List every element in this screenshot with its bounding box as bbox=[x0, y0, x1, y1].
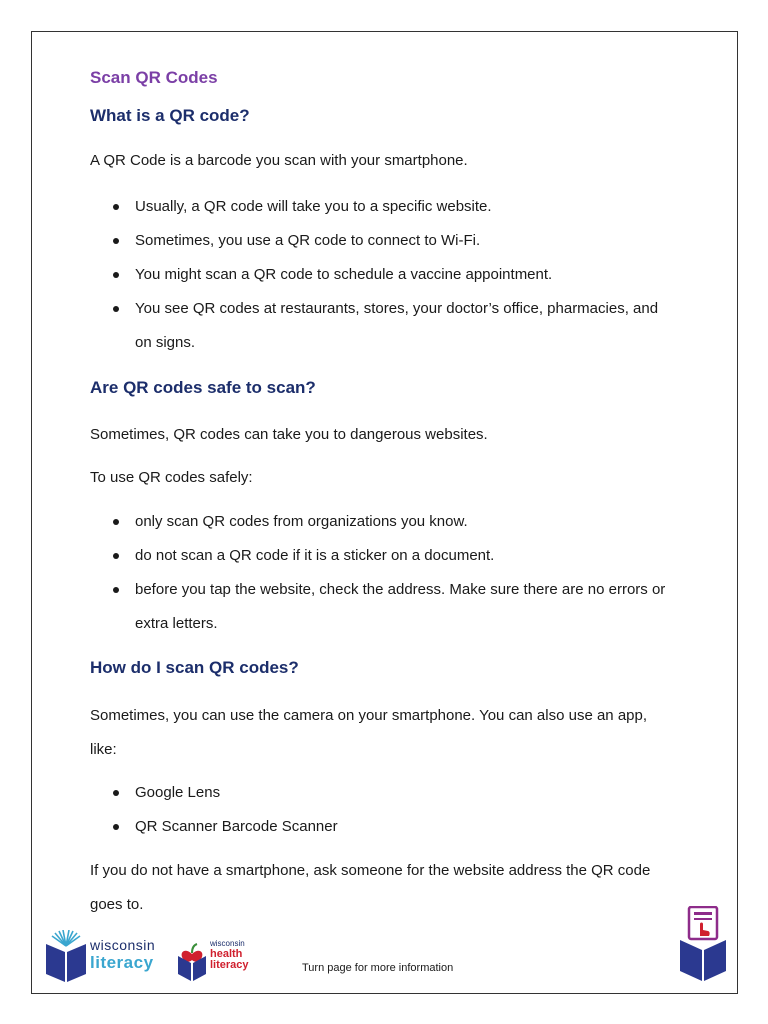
bullet-icon bbox=[113, 519, 119, 525]
list-item: only scan QR codes from organizations you know. bbox=[90, 505, 670, 539]
wisconsin-health-literacy-logo bbox=[176, 936, 266, 986]
document-title: Scan QR Codes bbox=[90, 68, 218, 87]
section-heading-what-is: What is a QR code? bbox=[90, 106, 250, 125]
logo-text: literacy bbox=[210, 959, 249, 971]
paragraph: A QR Code is a barcode you scan with your smartphone. bbox=[90, 152, 468, 169]
wisconsin-literacy-logo bbox=[44, 930, 174, 982]
book-logo-icon bbox=[44, 930, 88, 984]
logo-text: wisconsin bbox=[210, 939, 245, 948]
logo-text: health bbox=[210, 948, 243, 960]
bullet-icon bbox=[113, 587, 119, 593]
footer-note: Turn page for more information bbox=[302, 962, 454, 974]
list-item: Usually, a QR code will take you to a specific website. bbox=[90, 190, 670, 224]
bullet-icon bbox=[113, 790, 119, 796]
bullet-list bbox=[90, 505, 670, 641]
section-heading-how-to-scan: How do I scan QR codes? bbox=[90, 658, 299, 677]
tablet-book-icon bbox=[678, 906, 728, 982]
paragraph: To use QR codes safely: bbox=[90, 469, 253, 486]
bullet-icon bbox=[113, 306, 119, 312]
bullet-list bbox=[90, 190, 670, 360]
paragraph: Sometimes, QR codes can take you to dangerous websites. bbox=[90, 426, 488, 443]
bullet-icon bbox=[113, 204, 119, 210]
bullet-icon bbox=[113, 553, 119, 559]
footer bbox=[44, 930, 728, 986]
list-item: before you tap the website, check the address. Make sure there are no errors or extra letters. bbox=[90, 573, 670, 641]
bullet-icon bbox=[113, 272, 119, 278]
paragraph: If you do not have a smartphone, ask someone for the website address the QR code goes to. bbox=[90, 862, 651, 913]
list-item: Sometimes, you use a QR code to connect to Wi-Fi. bbox=[90, 224, 670, 258]
logo-text: literacy bbox=[90, 953, 154, 972]
list-item: do not scan a QR code if it is a sticker on a document. bbox=[90, 539, 670, 573]
logo-text: wisconsin bbox=[90, 937, 156, 953]
list-item: You see QR codes at restaurants, stores, your doctor’s office, pharmacies, and on signs. bbox=[90, 292, 670, 360]
section-heading-safety: Are QR codes safe to scan? bbox=[90, 378, 316, 397]
book-apple-logo-icon bbox=[176, 936, 208, 982]
paragraph: Sometimes, you can use the camera on your smartphone. You can also use an app, like: bbox=[90, 707, 648, 758]
list-item: You might scan a QR code to schedule a vaccine appointment. bbox=[90, 258, 670, 292]
bullet-icon bbox=[113, 824, 119, 830]
bullet-list bbox=[90, 776, 670, 844]
list-item: QR Scanner Barcode Scanner bbox=[90, 810, 670, 844]
list-item: Google Lens bbox=[90, 776, 670, 810]
bullet-icon bbox=[113, 238, 119, 244]
